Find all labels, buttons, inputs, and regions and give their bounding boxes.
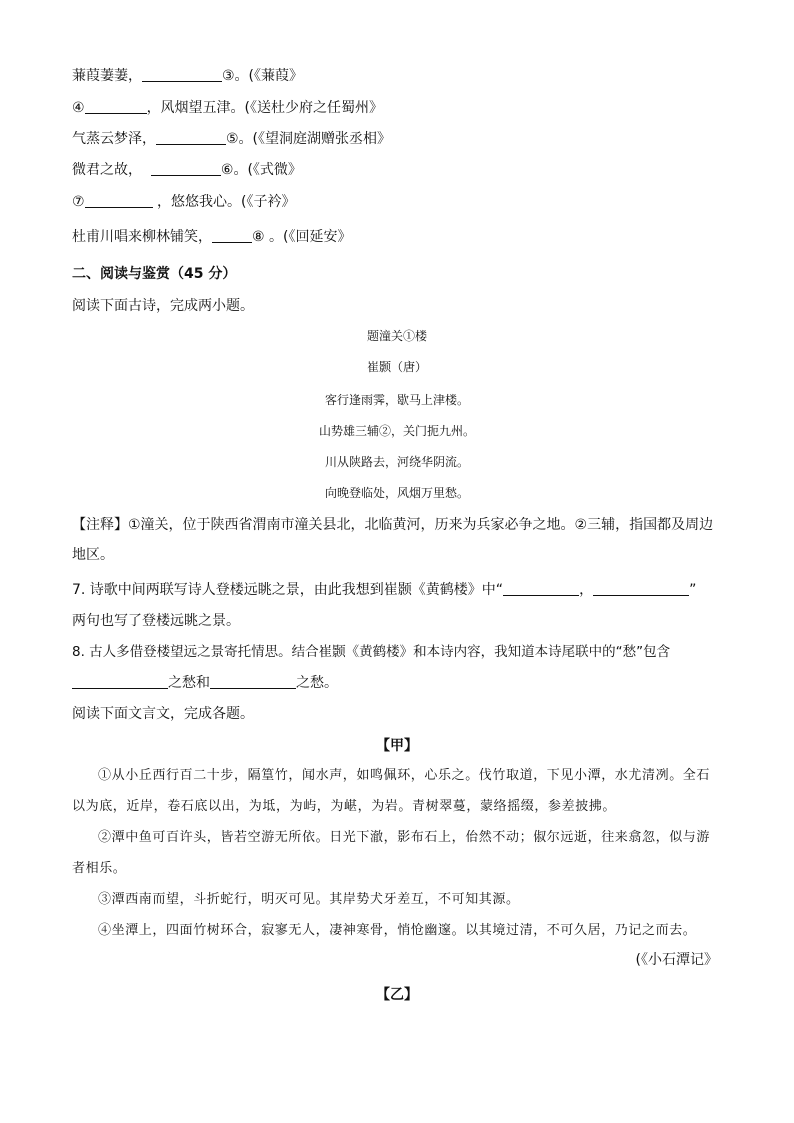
question-7-mid: ， <box>579 582 594 598</box>
fill-blank-2-post: ，风烟望五津。(《送杜少府之任蜀州》 <box>146 100 384 116</box>
answer-blank-7[interactable] <box>85 193 153 208</box>
question-8: 8. 古人多借登楼望远之景寄托情思。结合崔颢《黄鹤楼》和本诗内容，我知道本诗尾联中的“愁”包含 <box>72 644 671 660</box>
question-8-post: 之愁。 <box>296 675 338 691</box>
jia-label: 【甲】 <box>376 738 418 754</box>
fill-blank-1-post: ③。(《蒹葭》 <box>222 68 304 84</box>
answer-blank-8[interactable] <box>212 228 252 243</box>
fill-blank-1-pre: 蒹葭萋萋， <box>72 68 142 84</box>
prose-para-3 <box>72 884 722 915</box>
fill-blank-2-pre: ④ <box>72 100 85 116</box>
prose-para-3-text: ③潭西南而望，斗折蛇行，明灭可见。其岸势犬牙差互，不可知其源。 <box>98 892 520 907</box>
question-8-mid: 之愁和 <box>168 675 210 691</box>
poem-title-text: 题潼关①楼 <box>366 329 427 343</box>
fill-blank-2 <box>72 98 383 118</box>
question-8-line-2 <box>72 673 338 693</box>
fill-blank-4-post: ⑥。(《式微》 <box>220 162 302 178</box>
poem-line-2: 山势雄三辅②，关门扼九州。 <box>318 424 475 438</box>
prose-para-4-text: ④坐潭上，四面竹树环合，寂寥无人，凄神寒骨，悄怆幽邃。以其境过清，不可久居，乃记之而去。 <box>98 923 697 938</box>
fill-blank-6 <box>72 227 351 247</box>
fill-blank-6-post: ⑧ 。(《回延安》 <box>252 229 352 245</box>
poem-title <box>0 326 794 346</box>
fill-blank-4-pre: 微君之故， <box>72 162 151 178</box>
prose-para-1-text: ①从小丘西行百二十步，隔篁竹，闻水声，如鸣佩环，心乐之。伐竹取道，下见小潭，水尤清冽。全石以为底，近岸，卷石底以出，为坻，为屿，为嵁，为岩。青树翠蔓，蒙络摇缀，参差披拂。 <box>72 768 711 814</box>
question-7-post: ” <box>689 582 697 598</box>
poem-line-3: 川从陕路去，河绕华阴流。 <box>324 455 469 469</box>
poem-author: 崔颢（唐） <box>366 360 427 374</box>
section-title: 二、阅读与鉴赏（45 分） <box>72 266 237 282</box>
prose-para-1 <box>72 760 722 822</box>
answer-blank-5[interactable] <box>156 130 226 145</box>
answer-blank-q8a[interactable] <box>72 674 168 689</box>
fill-blank-3-post: ⑤。(《望洞庭湖赠张丞相》 <box>226 131 392 147</box>
question-7 <box>72 580 696 600</box>
fill-blank-3-pre: 气蒸云梦泽， <box>72 131 156 147</box>
prose-intro: 阅读下面文言文，完成各题。 <box>72 706 254 722</box>
question-7-text: 7. 诗歌中间两联写诗人登楼远眺之景，由此我想到崔颢《黄鹤楼》中“ <box>72 582 504 598</box>
yi-label: 【乙】 <box>376 987 418 1003</box>
prose-source: (《小石潭记》 <box>635 952 718 968</box>
fill-blank-5-pre: ⑦ <box>72 194 85 210</box>
answer-blank-q8b[interactable] <box>210 674 296 689</box>
poem-line-4: 向晚登临处，风烟万里愁。 <box>324 486 469 500</box>
fill-blank-6-pre: 杜甫川唱来柳林铺笑， <box>72 229 212 245</box>
fill-blank-4 <box>72 160 302 180</box>
prose-para-4 <box>72 915 722 946</box>
prose-para-2 <box>72 822 722 884</box>
fill-blank-5-post: ，悠悠我心。(《子衿》 <box>152 194 296 210</box>
fill-blank-3 <box>72 129 391 149</box>
answer-blank-4[interactable] <box>85 99 147 114</box>
poem-note: 【注释】①潼关，位于陕西省渭南市潼关县北，北临黄河，历来为兵家必争之地。②三辅，指国都及周边地区。 <box>72 517 714 563</box>
answer-blank-6[interactable] <box>151 161 221 176</box>
answer-blank-q7b[interactable] <box>593 581 689 596</box>
answer-blank-3[interactable] <box>142 67 222 82</box>
fill-blank-1 <box>72 66 303 86</box>
question-7-line-2: 两句也写了登楼远眺之景。 <box>72 613 240 629</box>
prose-para-2-text: ②潭中鱼可百许头，皆若空游无所依。日光下澈，影布石上，佁然不动；俶尔远逝，往来翕忽，似与游者相乐。 <box>72 830 711 876</box>
answer-blank-q7a[interactable] <box>503 581 579 596</box>
poem-line-1: 客行逢雨霁，歇马上津楼。 <box>324 393 469 407</box>
poem-intro: 阅读下面古诗，完成两小题。 <box>72 298 254 314</box>
fill-blank-5 <box>72 192 295 212</box>
